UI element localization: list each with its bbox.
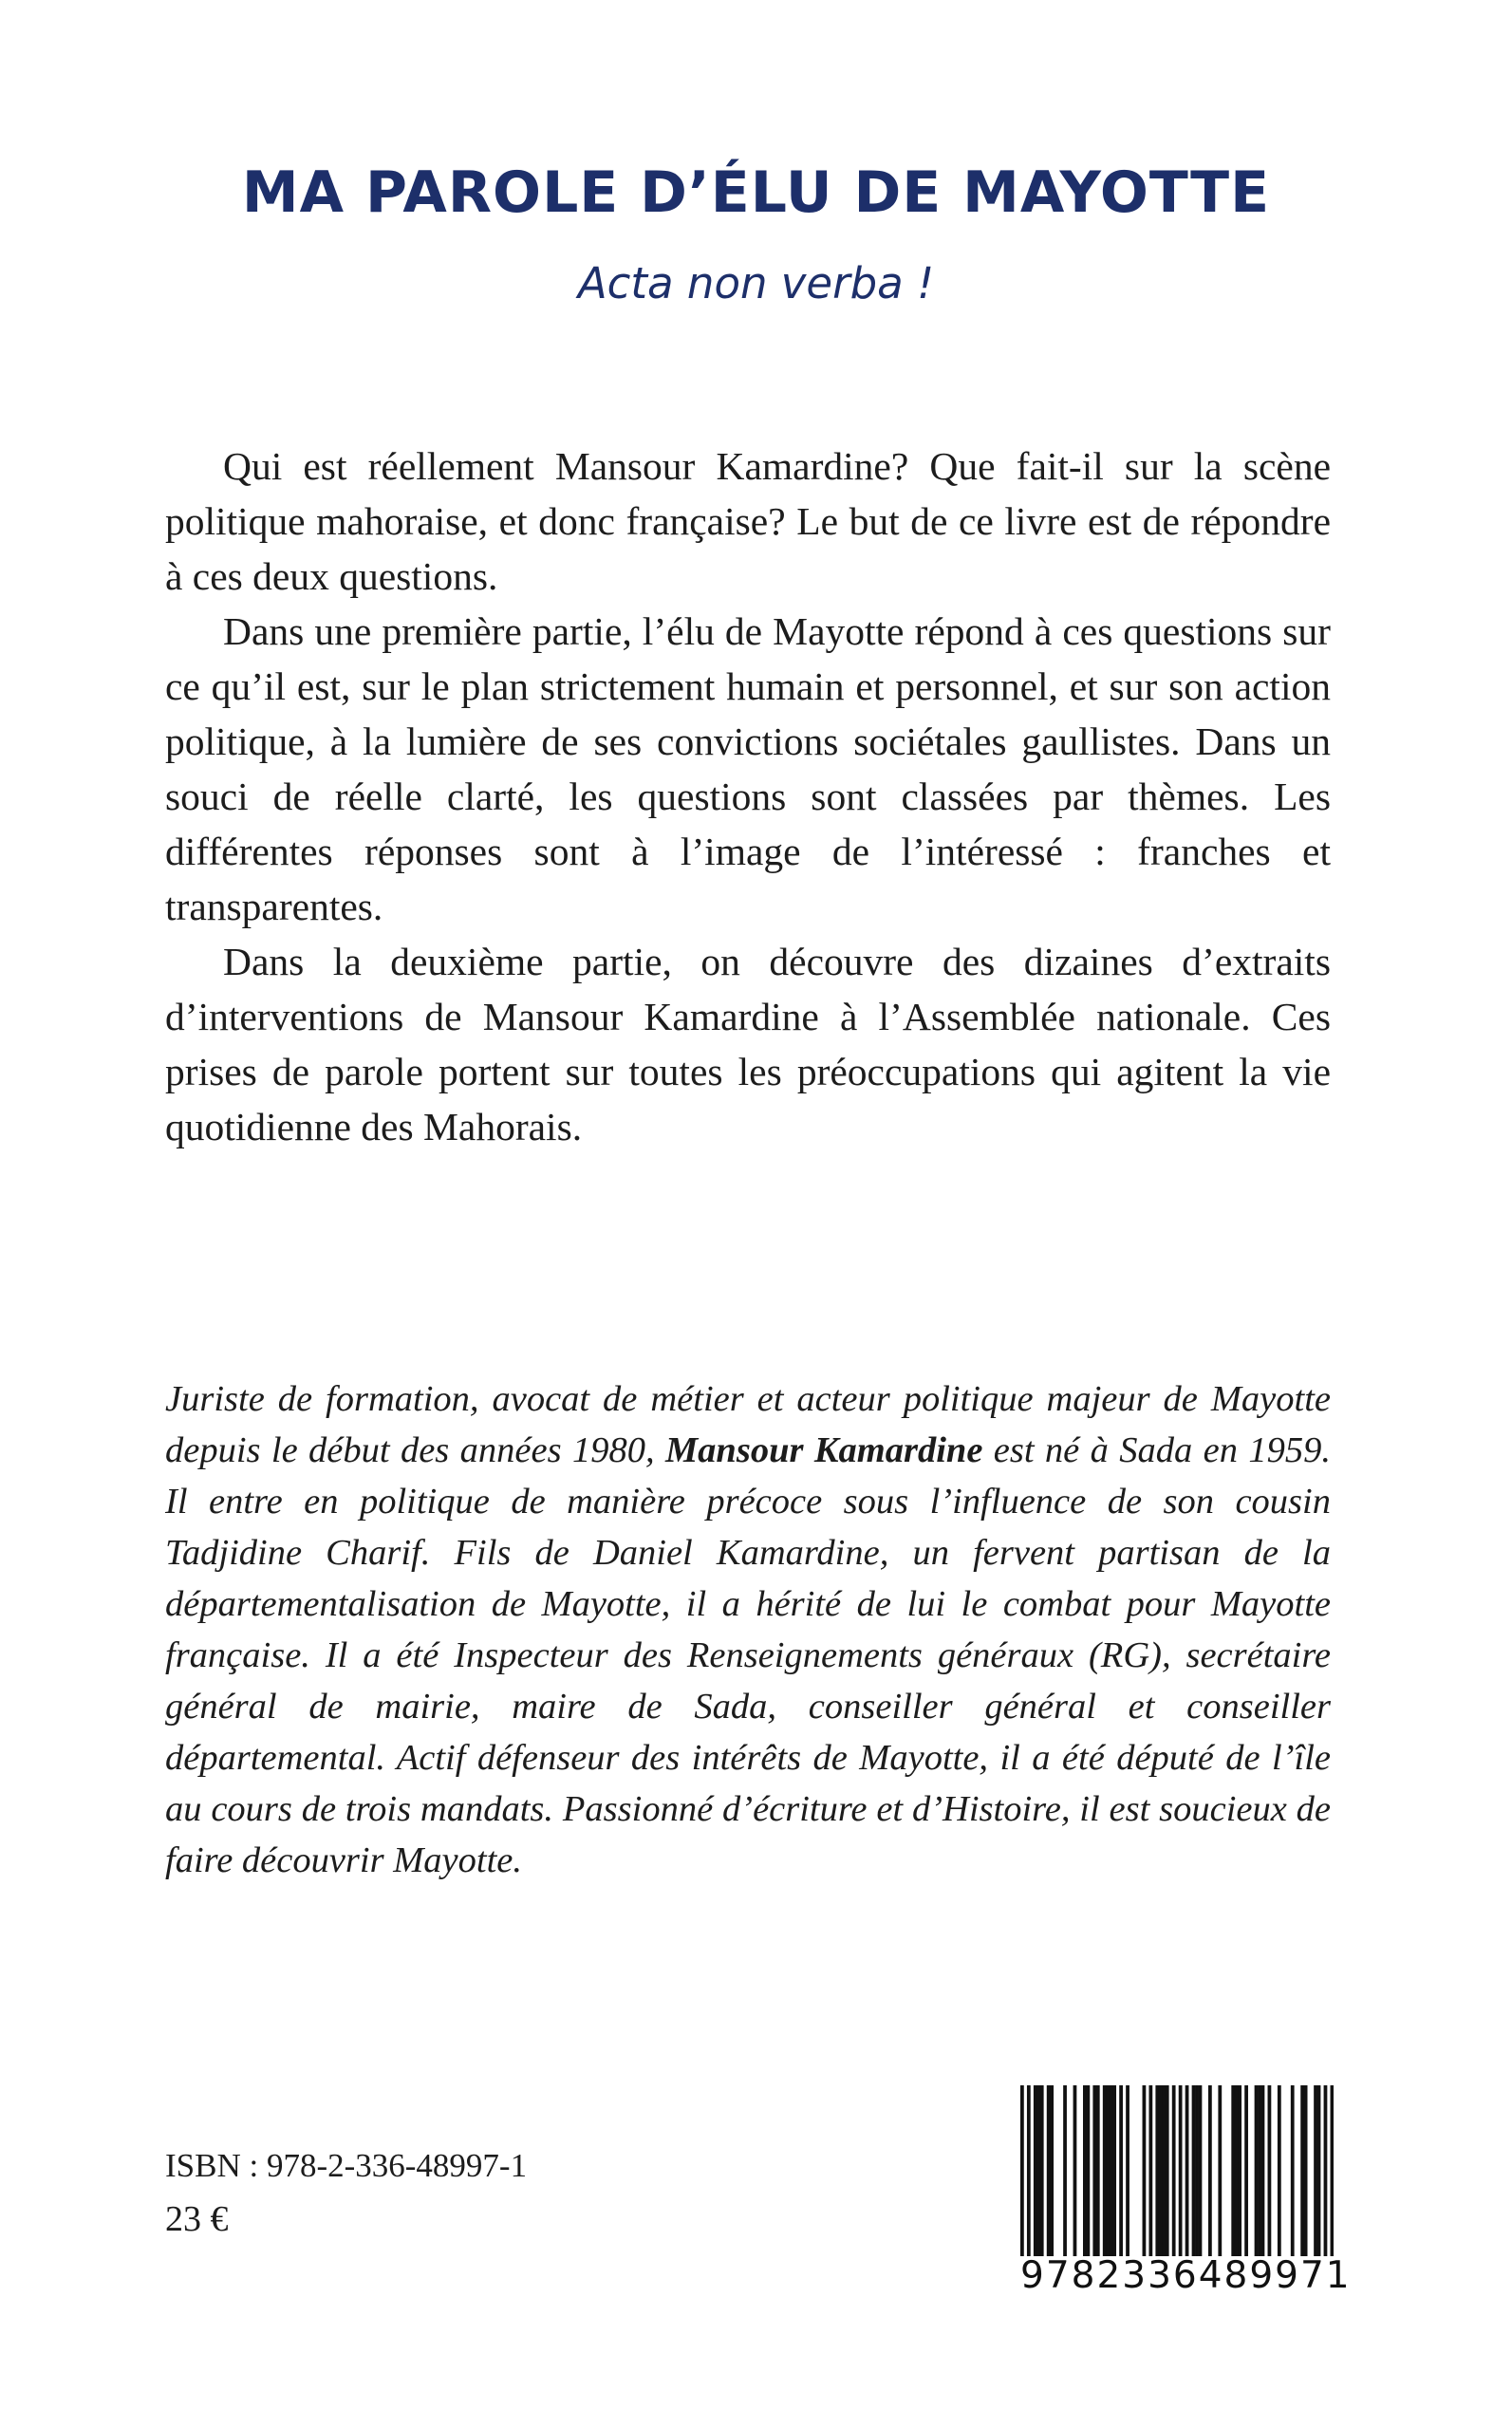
barcode-bar [1063, 2085, 1067, 2256]
barcode-bar [1148, 2085, 1152, 2256]
author-biography [165, 1373, 1331, 1886]
barcode-digits: 9782336489971 [1020, 2254, 1352, 2297]
barcode-bar [1238, 2085, 1241, 2256]
bio-text-end: est né à Sada en 1959. Il entre en politique de manière précoce sous l’influence de son cousin Tadjidine Charif. Fils de Daniel Kamardine, un fervent partisan de la départementalisation de Mayotte, il a hérité de lui le combat pour Mayotte française. Il a été Inspecteur des Renseignements généraux (RG), secrétaire général de mairie, maire de Sada, conseiller général et conseiller départemental. Actif défenseur des intérêts de Mayotte, il a été député de l’île au cours de trois mandats. Passionné d’écriture et d’Histoire, il est soucieux de faire découvrir Mayotte. [165, 1430, 1331, 1880]
barcode-bar [1258, 2085, 1261, 2256]
price-label: 23 € [165, 2199, 229, 2239]
barcode-bar [1278, 2085, 1281, 2256]
barcode-bar [1110, 2085, 1113, 2256]
barcode-bar [1073, 2085, 1077, 2256]
barcode-bar [1185, 2085, 1189, 2256]
barcode-bar [1199, 2085, 1203, 2256]
barcode-bar [1235, 2085, 1239, 2256]
barcode-bar [1034, 2085, 1037, 2256]
barcode-bar [1324, 2085, 1328, 2256]
book-title: MA PAROLE D’ÉLU DE MAYOTTE [241, 159, 1271, 226]
book-subtitle: Acta non verba ! [577, 258, 935, 308]
author-name: Mansour Kamardine [664, 1430, 983, 1470]
barcode-bars [1020, 2085, 1334, 2256]
barcode-bar [1040, 2085, 1044, 2256]
barcode-bar [1208, 2085, 1212, 2256]
barcode-bar [1126, 2085, 1129, 2256]
barcode-bar [1244, 2085, 1248, 2256]
barcode-bar [1155, 2085, 1159, 2256]
author-biography-paragraph [165, 1373, 1331, 1886]
barcode-bar [1218, 2085, 1222, 2256]
summary-paragraph: Qui est réellement Mansour Kamardine? Que fait-il sur la scène politique mahoraise, et donc française? Le but de ce livre est de répondre à ces deux questions. [165, 444, 1331, 598]
barcode-bar [1172, 2085, 1176, 2256]
barcode-bar [1331, 2085, 1334, 2256]
isbn-label: ISBN : 978-2-336-48997-1 [165, 2147, 528, 2184]
barcode-bar [1162, 2085, 1166, 2256]
barcode-bar [1231, 2085, 1235, 2256]
barcode-bar [1314, 2085, 1317, 2256]
bio-text-start: Juriste de formation, avocat de métier et acteur politique majeur de Mayotte depuis le début des années 1980, [165, 1379, 1331, 1470]
barcode-bar [1096, 2085, 1100, 2256]
barcode [1020, 2085, 1352, 2306]
barcode-bar [1086, 2085, 1090, 2256]
barcode-bar [1195, 2085, 1199, 2256]
barcode-bar [1300, 2085, 1304, 2256]
barcode-bar [1304, 2085, 1308, 2256]
barcode-bar [1166, 2085, 1169, 2256]
barcode-bar [1143, 2085, 1147, 2256]
barcode-bar [1179, 2085, 1183, 2256]
barcode-bar [1083, 2085, 1087, 2256]
barcode-bar [1103, 2085, 1107, 2256]
barcode-bar [1050, 2085, 1054, 2256]
barcode-bar [1268, 2085, 1272, 2256]
barcode-bar [1317, 2085, 1321, 2256]
barcode-bar [1047, 2085, 1051, 2256]
barcode-bar [1027, 2085, 1031, 2256]
barcode-bar [1112, 2085, 1116, 2256]
barcode-bar [1192, 2085, 1196, 2256]
summary-paragraph: Dans la deuxième partie, on découvre des dizaines d’extraits d’interventions de Mansour Kamardine à l’Assemblée nationale. Ces prises de parole portent sur toutes les préoccupations qui agitent la vie quotidienne des Mahorais. [165, 940, 1331, 1148]
barcode-bar [1020, 2085, 1024, 2256]
barcode-bar [1261, 2085, 1265, 2256]
barcode-bar [1119, 2085, 1123, 2256]
summary-paragraph: Dans une première partie, l’élu de Mayotte répond à ces questions sur ce qu’il est, sur le plan strictement humain et personnel, et sur son action politique, à la lumière de ses convictions sociétales gaullistes. Dans un souci de réelle clarté, les questions sont classées par thèmes. Les différentes réponses sont à l’image de l’intéressé : franches et transparentes. [165, 609, 1331, 928]
summary-text [165, 439, 1331, 1154]
barcode-bar [1106, 2085, 1110, 2256]
barcode-bar [1036, 2085, 1040, 2256]
barcode-bar [1159, 2085, 1163, 2256]
barcode-bar [1291, 2085, 1295, 2256]
barcode-bar [1092, 2085, 1096, 2256]
barcode-bar [1255, 2085, 1259, 2256]
